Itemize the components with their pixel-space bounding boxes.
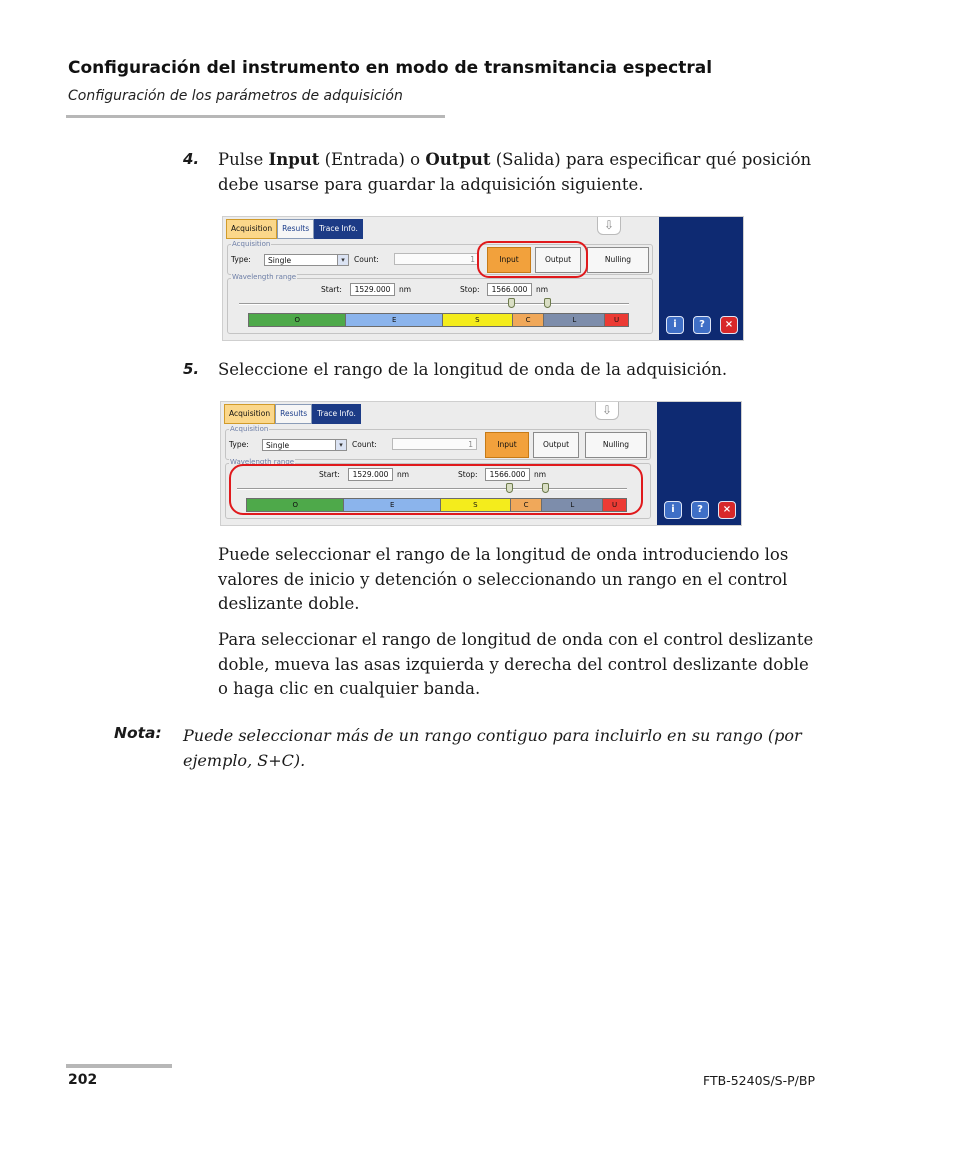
nulling-button[interactable]: Nulling <box>587 247 649 273</box>
wavelength-group-label: Wavelength range <box>230 458 295 466</box>
step-text: Seleccione el rango de la longitud de onda de la adquisición. <box>218 360 728 379</box>
header-divider <box>66 115 445 118</box>
nulling-button[interactable]: Nulling <box>585 432 647 458</box>
help-icon[interactable]: ? <box>691 501 709 519</box>
band-u[interactable]: U <box>603 499 626 511</box>
paragraph: Puede seleccionar el rango de la longitud de onda introduciendo los valores de inicio y detención o seleccionando un rango en el control deslizante doble. <box>218 545 789 613</box>
stop-label: Stop: <box>458 470 478 479</box>
range-slider-right-handle[interactable] <box>544 298 551 308</box>
start-field[interactable]: 1529.000 <box>348 468 393 481</box>
count-label: Count: <box>352 440 377 449</box>
section-subtitle: Configuración de los parámetros de adquisición <box>68 88 403 104</box>
highlight-wavelength-range <box>229 464 643 515</box>
count-field[interactable]: 1 <box>392 438 477 450</box>
output-button[interactable]: Output <box>533 432 579 458</box>
stop-unit: nm <box>534 470 547 479</box>
band-s[interactable]: S <box>443 314 513 326</box>
step-text <box>218 147 818 197</box>
tab-results[interactable]: Results <box>277 219 314 239</box>
step-text-part: Pulse <box>218 150 269 169</box>
page-number: 202 <box>68 1072 98 1088</box>
band-o[interactable]: O <box>247 499 344 511</box>
down-arrow-icon[interactable]: ⇩ <box>595 402 619 420</box>
acquisition-group-label: Acquisition <box>232 240 271 248</box>
band-s[interactable]: S <box>441 499 511 511</box>
step-number: 4. <box>183 150 200 168</box>
chevron-down-icon: ▾ <box>337 255 348 265</box>
close-icon[interactable]: × <box>718 501 736 519</box>
type-value: Single <box>268 256 292 265</box>
input-keyword: Input <box>268 150 320 169</box>
tab-trace-info[interactable]: Trace Info. <box>314 219 363 239</box>
band-selector <box>248 313 629 327</box>
step-text-part: (Salida) para especificar qué posición debe usarse para guardar la adquisición siguiente. <box>218 150 812 194</box>
tab-acquisition[interactable]: Acquisition <box>224 404 275 424</box>
type-label: Type: <box>231 255 251 264</box>
screenshot-input-output <box>222 216 744 341</box>
count-label: Count: <box>354 255 379 264</box>
close-icon[interactable]: × <box>720 316 738 334</box>
down-arrow-icon[interactable]: ⇩ <box>597 217 621 235</box>
tab-bar <box>226 219 363 238</box>
wavelength-group-label: Wavelength range <box>232 273 297 281</box>
range-slider-left-handle[interactable] <box>508 298 515 308</box>
band-c[interactable]: C <box>513 314 545 326</box>
tab-results[interactable]: Results <box>275 404 312 424</box>
tab-trace-info[interactable]: Trace Info. <box>312 404 361 424</box>
count-field[interactable]: 1 <box>394 253 479 265</box>
type-select[interactable] <box>264 254 349 266</box>
product-model: FTB-5240S/S-P/BP <box>703 1073 815 1088</box>
start-field[interactable]: 1529.000 <box>350 283 395 296</box>
band-l[interactable]: L <box>544 314 605 326</box>
type-value: Single <box>266 441 290 450</box>
help-icon[interactable]: ? <box>693 316 711 334</box>
band-l[interactable]: L <box>542 499 603 511</box>
note-text: Puede seleccionar más de un rango contiguo para incluirlo en su rango (por ejemplo, S+C). <box>183 726 802 770</box>
output-button[interactable]: Output <box>535 247 581 273</box>
range-slider-track[interactable] <box>239 303 629 305</box>
step-number: 5. <box>183 360 200 378</box>
band-u[interactable]: U <box>605 314 628 326</box>
info-icon[interactable]: i <box>666 316 684 334</box>
band-e[interactable]: E <box>346 314 442 326</box>
paragraph: Para seleccionar el rango de longitud de onda con el control deslizante doble, mueva las asas izquierda y derecha del control deslizante doble o haga clic en cualquier banda. <box>218 630 814 698</box>
stop-label: Stop: <box>460 285 480 294</box>
input-button[interactable]: Input <box>487 247 531 273</box>
type-label: Type: <box>229 440 249 449</box>
type-select[interactable] <box>262 439 347 451</box>
step-text-part: (Entrada) o <box>319 150 426 169</box>
input-button[interactable]: Input <box>485 432 529 458</box>
tab-bar <box>224 404 361 423</box>
start-unit: nm <box>397 470 410 479</box>
screenshot-wavelength-range <box>220 401 742 526</box>
start-label: Start: <box>319 470 340 479</box>
band-c[interactable]: C <box>511 499 543 511</box>
info-icon[interactable]: i <box>664 501 682 519</box>
start-label: Start: <box>321 285 342 294</box>
note-label: Nota: <box>114 724 162 742</box>
output-keyword: Output <box>425 150 491 169</box>
acquisition-group-label: Acquisition <box>230 425 269 433</box>
highlight-input-output <box>477 241 588 278</box>
chevron-down-icon: ▾ <box>335 440 346 450</box>
band-e[interactable]: E <box>344 499 440 511</box>
stop-field[interactable]: 1566.000 <box>485 468 530 481</box>
start-unit: nm <box>399 285 412 294</box>
band-o[interactable]: O <box>249 314 346 326</box>
section-title: Configuración del instrumento en modo de transmitancia espectral <box>68 58 713 78</box>
tab-acquisition[interactable]: Acquisition <box>226 219 277 239</box>
stop-unit: nm <box>536 285 549 294</box>
stop-field[interactable]: 1566.000 <box>487 283 532 296</box>
footer-divider <box>66 1064 172 1068</box>
